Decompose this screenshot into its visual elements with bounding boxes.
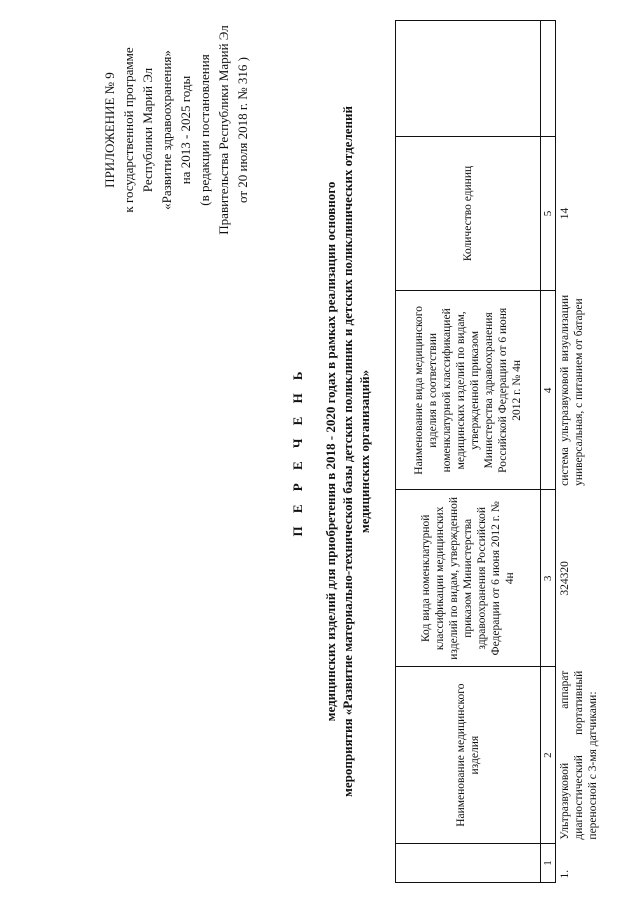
- row-item-name: Ультразвуковой аппарат диагностический портативный переносной с 3-мя датчиками:: [556, 667, 640, 844]
- column-number: 4: [541, 291, 556, 490]
- header-cell: Наименование вида медицинского изделия в соответствии номенклатурной классификацией медицинских изделий по видам, утвержденной приказом Министерства здравоохранения Российской Федерации от 6 июня 2012 г. № 4н: [396, 291, 541, 490]
- column-number: 5: [541, 136, 556, 291]
- column-number: 1: [541, 844, 556, 883]
- header-cell: [396, 21, 541, 137]
- table-header-row: [396, 21, 541, 883]
- subtitle-line: медицинских изделий для приобретения в 2018 - 2020 годах в рамках реализации основного: [323, 181, 338, 722]
- appendix-line: Республики Марий Эл: [140, 67, 155, 193]
- appendix-line: Правительства Республики Марий Эл: [216, 25, 231, 235]
- appendix-line: на 2013 - 2025 годы: [178, 75, 193, 185]
- row-item-quantity: 14: [556, 136, 640, 291]
- items-table: [395, 20, 640, 883]
- document-subtitle: [322, 20, 373, 883]
- header-cell: Наименование медицинского изделия: [396, 667, 541, 844]
- appendix-line: (в редакции постановления: [197, 54, 212, 206]
- row-item-kind: система ультразвуковой визуализации универсальная, с питанием от батареи: [556, 291, 640, 490]
- header-cell: Количество единиц: [396, 136, 541, 291]
- subtitle-line: медицинских организаций»: [357, 369, 372, 534]
- appendix-line: от 20 июля 2018 г. № 316 ): [235, 57, 250, 203]
- column-number: 3: [541, 490, 556, 667]
- appendix-line: «Развитие здравоохранения»: [159, 50, 174, 210]
- header-cell: [396, 844, 541, 883]
- subtitle-line: мероприятия «Развитие материально-технической базы детских поликлиник и детских поликлинических отделений: [340, 106, 355, 797]
- column-number: [541, 21, 556, 137]
- appendix-block: [100, 15, 252, 245]
- column-number-row: [541, 21, 556, 883]
- row-item-extra: [556, 21, 640, 137]
- appendix-line: ПРИЛОЖЕНИЕ № 9: [102, 72, 117, 188]
- row-number: 1.: [556, 844, 640, 883]
- document-title: П Е Р Е Ч Е Н Ь: [290, 366, 305, 537]
- header-cell: Код вида номенклатурной классификации медицинских изделий по видам, утвержденной приказом Министерства здравоохранения Российской Федерации от 6 июня 2012 г. № 4н: [396, 490, 541, 667]
- table-row: [556, 21, 640, 883]
- row-item-code: 324320: [556, 490, 640, 667]
- appendix-line: к государственной программе: [121, 47, 136, 213]
- column-number: 2: [541, 667, 556, 844]
